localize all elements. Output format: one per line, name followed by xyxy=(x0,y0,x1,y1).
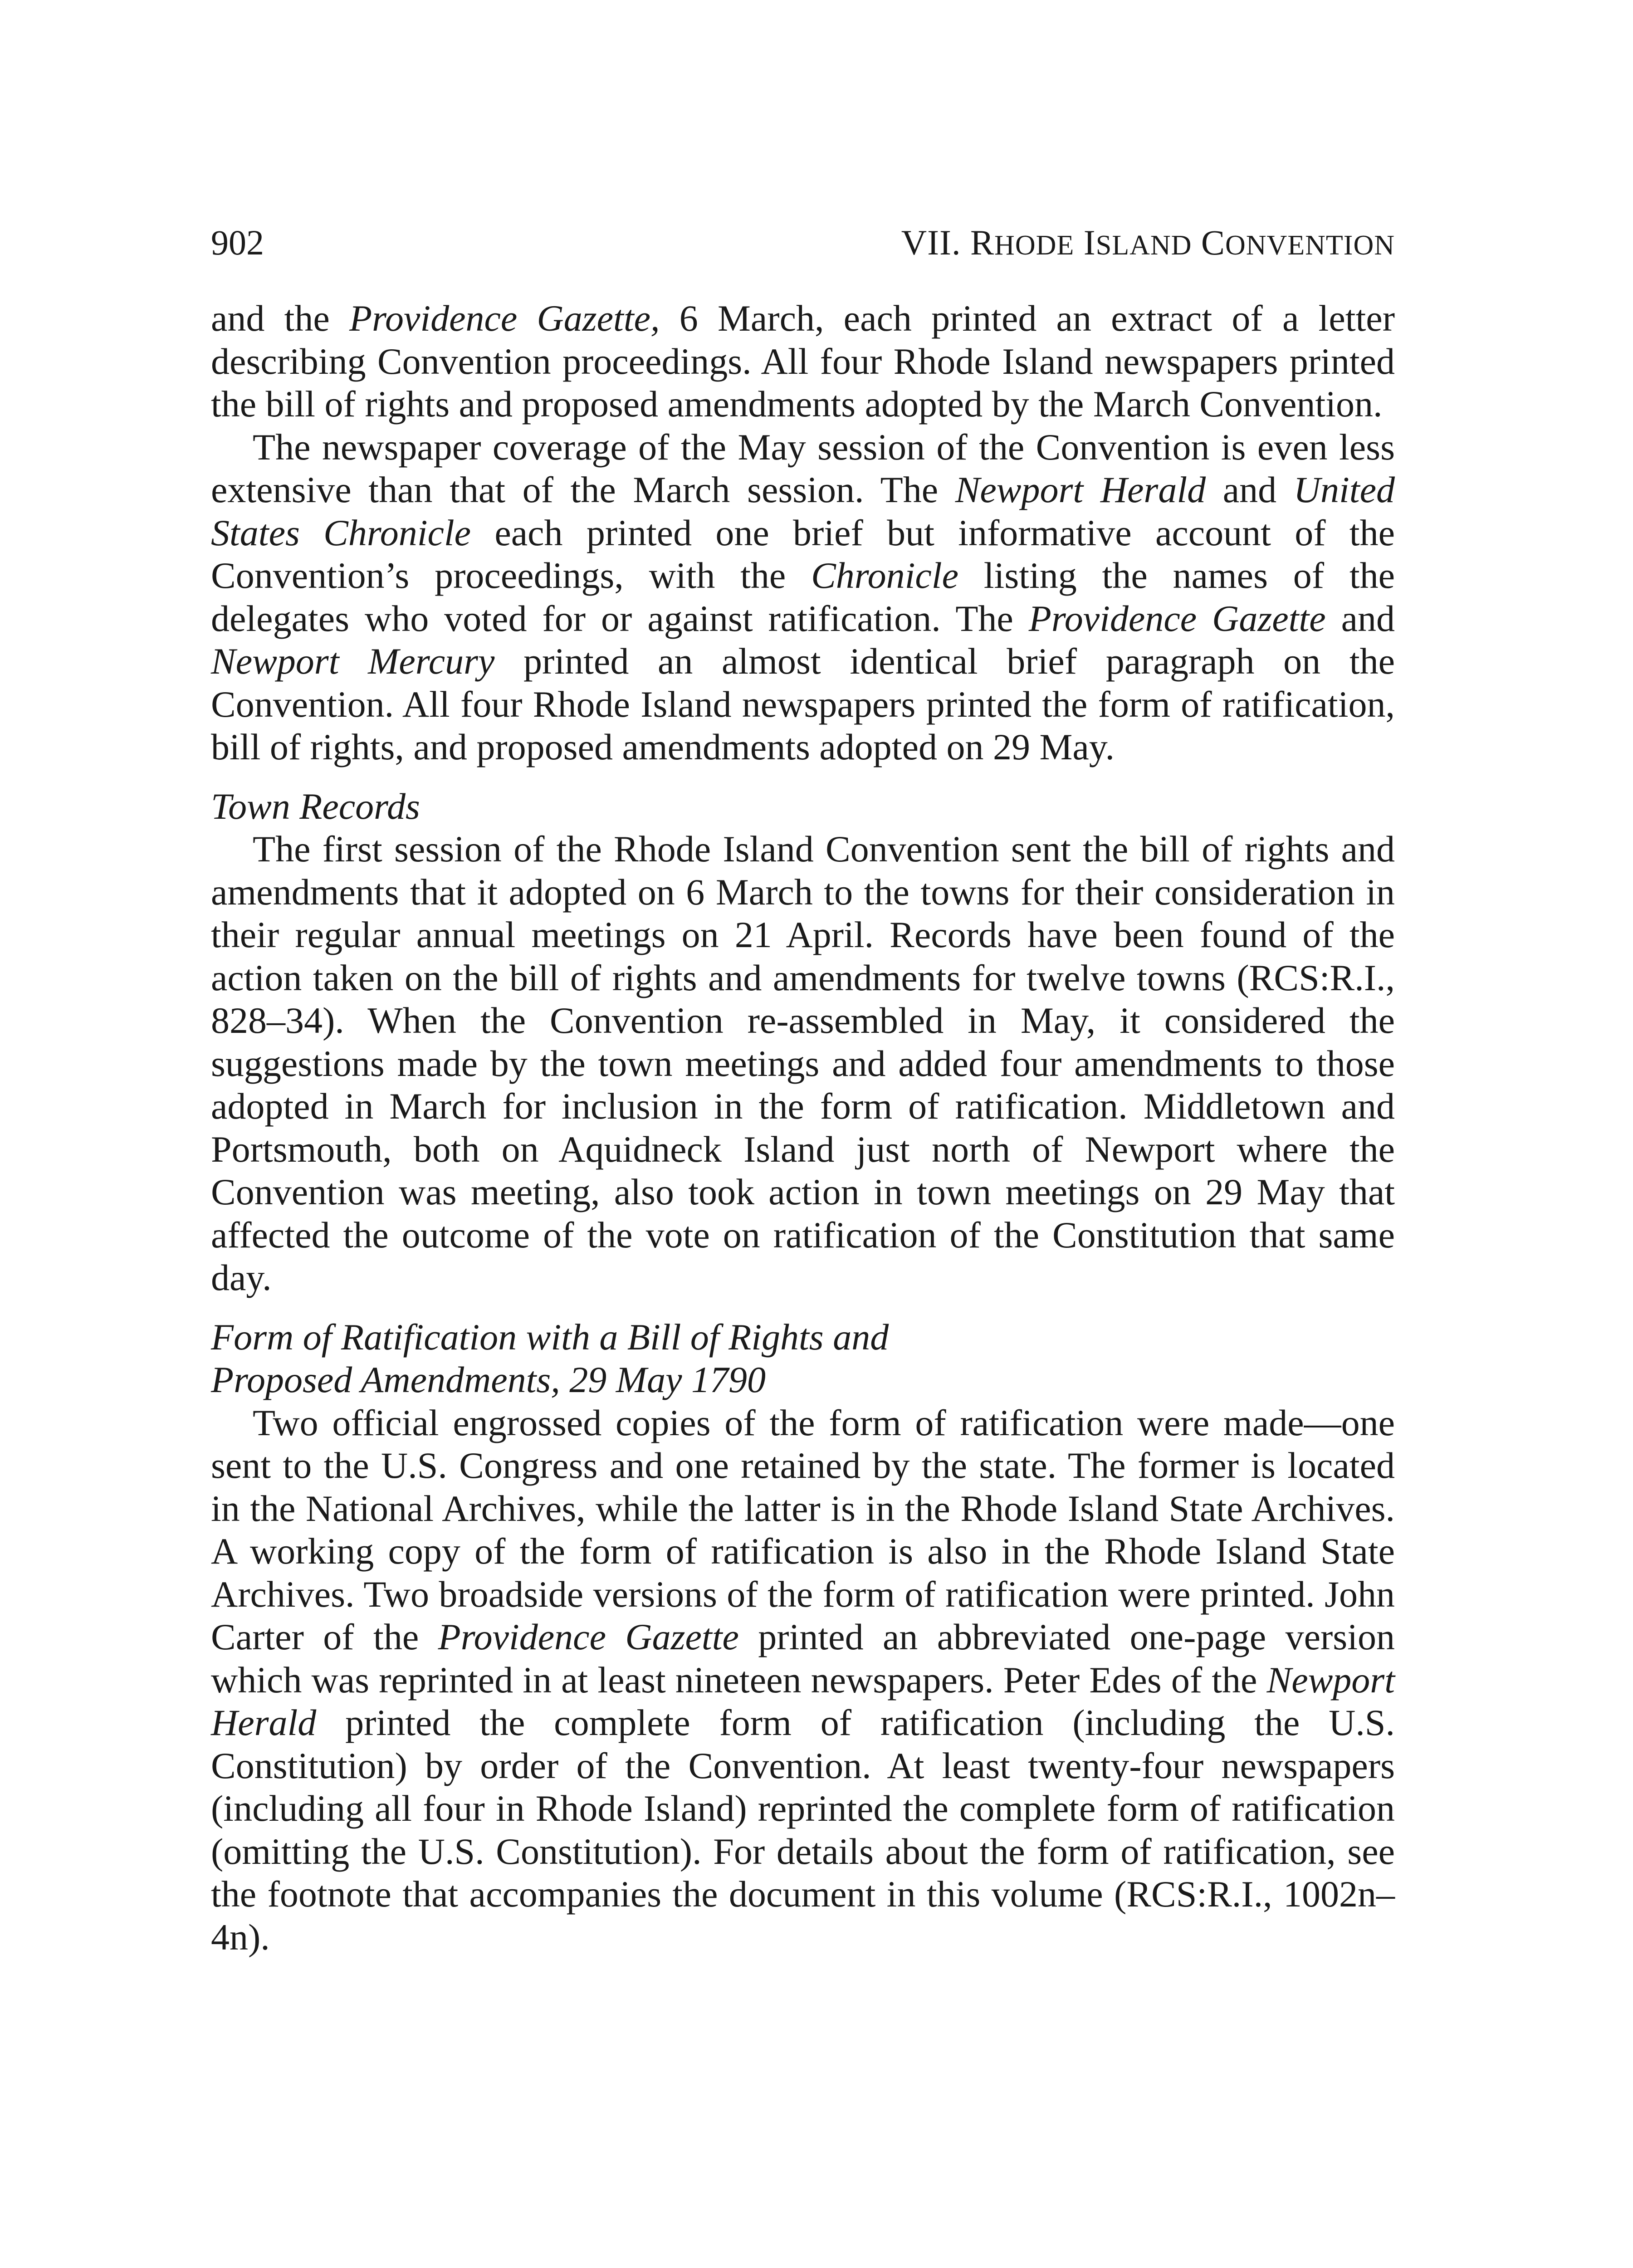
text-run: printed an abbreviated one-page version which was reprinted in at least nineteen newspapers. Peter Edes of the xyxy=(211,1616,1395,1701)
running-head xyxy=(901,218,1395,270)
italic-title: Providence Gazette xyxy=(438,1616,739,1657)
page-number: 902 xyxy=(211,223,264,262)
page-body xyxy=(211,297,1395,1959)
italic-title: Chronicle xyxy=(811,555,958,596)
italic-title: Providence Gazette, xyxy=(349,298,660,339)
text-run: Two official engrossed copies of the form of ratification were made—one sent to the U.S. Congress and one retained by the state. The former is located in the National Archives, while the latter is in the Rhode Island State Archives. A working copy of the form of ratification is also in the Rhode Island State Archives. Two broadside versions of the form of ratification were printed. John Carter of the xyxy=(211,1402,1395,1657)
text-run: printed the complete form of ratification (including the U.S. Constitution) by order of the Convention. At least twenty-four newspapers (including all four in Rhode Island) reprinted the complete form of ratification (omitting the U.S. Constitution). For details about the form of ratification, see the footnote that accompanies the document in this volume (RCS:R.I., 1002n–4n). xyxy=(211,1702,1395,1958)
text-run: printed an almost identical brief paragraph on the Convention. All four Rhode Island newspapers printed the form of ratification, bill of rights, and proposed amendments adopted on 29 May. xyxy=(211,640,1395,767)
italic-title: Providence Gazette xyxy=(1028,597,1326,639)
text-run: each printed one brief but informative account of the Convention’s proceedings, with the xyxy=(211,512,1395,596)
italic-title: Newport Herald xyxy=(955,469,1206,510)
section-heading-town-records: Town Records xyxy=(211,785,420,827)
running-head-part: SLAND xyxy=(1095,230,1192,261)
section-heading-form-of-ratification: Form of Ratification with a Bill of Rights and xyxy=(211,1316,889,1358)
text-run: and the xyxy=(211,298,349,339)
italic-title: United States Chronicle xyxy=(211,469,1395,553)
page-header xyxy=(211,218,1395,268)
text-run: and xyxy=(1325,597,1395,639)
italic-title: Newport Mercury xyxy=(211,640,495,682)
running-head-part: C xyxy=(1192,223,1225,262)
text-run: and xyxy=(1206,469,1294,510)
text-run: listing the names of the delegates who voted for or against ratification. The xyxy=(211,555,1395,639)
running-head-part: HODE xyxy=(994,230,1075,261)
paragraph-newspapers-march xyxy=(211,297,1395,426)
text-run: 6 March, each printed an extract of a letter describing Convention proceedings. All four Rhode Island newspapers printed the bill of rights and proposed amendments adopted by the March Convention. xyxy=(211,298,1395,425)
text-run: The newspaper coverage of the May session of the Convention is even less extensive than that of the March session. The xyxy=(211,426,1395,510)
paragraph-form-of-ratification xyxy=(211,1402,1395,1959)
running-head-part: ONVENTION xyxy=(1225,230,1395,261)
running-head-part: I xyxy=(1074,223,1096,262)
section-heading-form-of-ratification-line2: Proposed Amendments, 29 May 1790 xyxy=(211,1359,766,1400)
running-head-part: VII. R xyxy=(901,223,995,262)
italic-title: Newport Herald xyxy=(211,1659,1395,1743)
paragraph-newspapers-may xyxy=(211,426,1395,769)
paragraph-town-records: The first session of the Rhode Island Convention sent the bill of rights and amendments that it adopted on 6 March to the towns for their consideration in their regular annual meetings on 21 April. Records have been found of the action taken on the bill of rights and amendments for twelve towns (RCS:R.I., 828–34). When the Convention re-assembled in May, it considered the suggestions made by the town meetings and added four amendments to those adopted in March for inclusion in the form of ratification. Middletown and Portsmouth, both on Aquidneck Island just north of Newport where the Convention was meeting, also took action in town meetings on 29 May that affected the outcome of the vote on ratification of the Constitution that same day. xyxy=(211,828,1395,1298)
